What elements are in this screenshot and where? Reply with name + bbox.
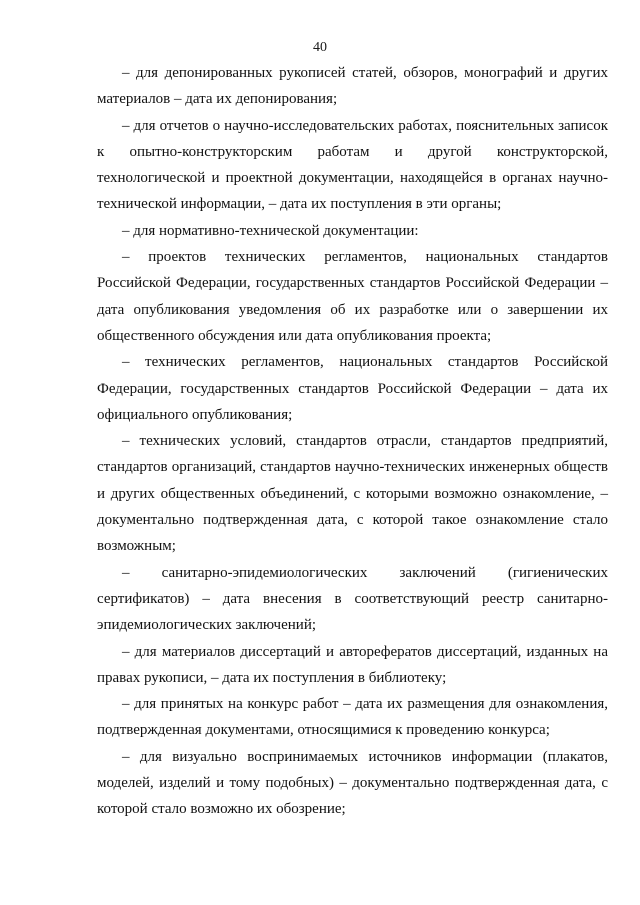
paragraph-competition-works: – для принятых на конкурс работ – дата их размещения для ознакомления, подтвержденная документами, относящимися к проведению конкурса;: [97, 696, 608, 739]
paragraph-sanitary-conclusions: – санитарно-эпидемиологических заключений (гигиенических сертификатов) – дата внесения в соответствующий реестр санитарно-эпидемиологических заключений;: [97, 564, 608, 634]
paragraph-normative-documentation: – для нормативно-технической документации:: [122, 222, 419, 239]
paragraph-research-reports: – для отчетов о научно-исследовательских работах, пояснительных записок к опытно-конструкторским работам и другой конструкторской, технологической и проектной документации, находящейся в органах научно-технической информации, – дата их поступления в эти органы;: [97, 117, 608, 213]
paragraph-technical-conditions: – технических условий, стандартов отрасли, стандартов предприятий, стандартов организаций, стандартов научно-технических инженерных обществ и других общественных объединений, с которыми возможно ознакомление, – документально подтвержденная дата, с которой такое ознакомление стало возможным;: [97, 433, 608, 555]
document-body: [97, 60, 608, 823]
paragraph-deposited-manuscripts: – для депонированных рукописей статей, обзоров, монографий и других материалов – дата их депонирования;: [97, 65, 608, 108]
paragraph-dissertations: – для материалов диссертаций и авторефератов диссертаций, изданных на правах рукописи, – дата их поступления в библиотеку;: [97, 643, 608, 686]
paragraph-draft-regulations: – проектов технических регламентов, национальных стандартов Российской Федерации, государственных стандартов Российской Федерации – дата опубликования уведомления об их разработке или о завершении их общественного обсуждения или дата опубликования проекта;: [97, 249, 608, 344]
paragraph-technical-regulations: – технических регламентов, национальных стандартов Российской Федерации, государственных стандартов Российской Федерации – дата их официального опубликования;: [97, 354, 608, 423]
paragraph-visual-sources: – для визуально воспринимаемых источников информации (плакатов, моделей, изделий и тому подобных) – документально подтвержденная дата, с которой стало возможно их обозрение;: [97, 748, 608, 818]
page-number: 40: [313, 40, 327, 55]
